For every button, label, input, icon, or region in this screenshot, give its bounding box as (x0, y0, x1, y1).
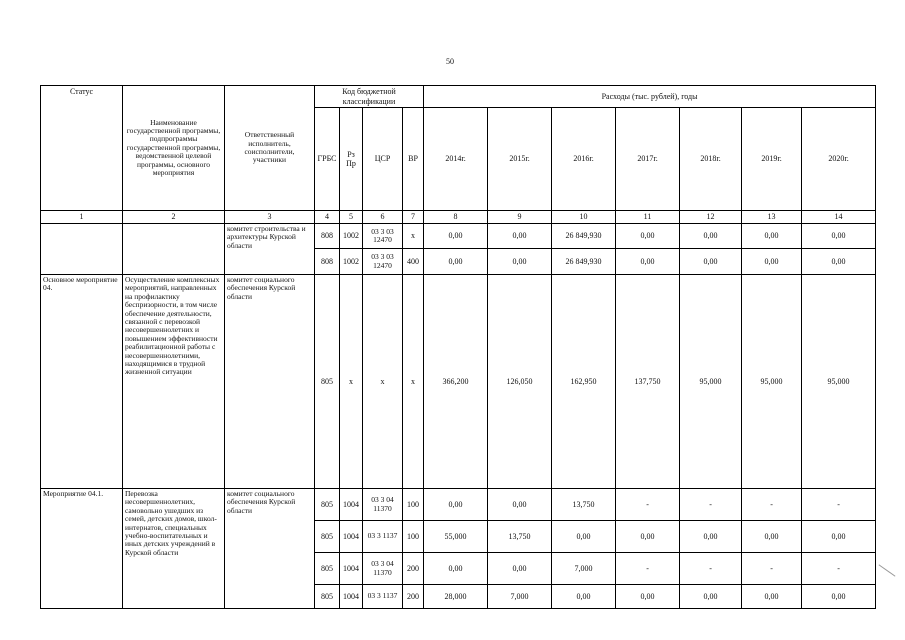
csr-cell: 03 3 04 11370 (363, 553, 403, 585)
column-number: 8 (424, 211, 488, 224)
vr-cell: 100 (403, 489, 424, 521)
rzpr-cell: 1004 (340, 585, 363, 609)
value-cell: 0,00 (680, 585, 742, 609)
header-year-2014: 2014г. (424, 108, 488, 211)
column-number: 7 (403, 211, 424, 224)
value-cell: 0,00 (742, 224, 802, 249)
column-number: 2 (123, 211, 225, 224)
header-code-group: Код бюджетной классификации (315, 86, 424, 108)
value-cell: 95,000 (742, 275, 802, 489)
value-cell: 7,000 (552, 553, 616, 585)
header-year-2017: 2017г. (616, 108, 680, 211)
header-rzpr: Рз Пр (340, 108, 363, 211)
value-cell: 26 849,930 (552, 249, 616, 275)
header-vr: ВР (403, 108, 424, 211)
value-cell: 137,750 (616, 275, 680, 489)
header-grbs: ГРБС (315, 108, 340, 211)
value-cell: 0,00 (488, 224, 552, 249)
grbs-cell: 805 (315, 553, 340, 585)
value-cell: 13,750 (552, 489, 616, 521)
value-cell: - (742, 553, 802, 585)
grbs-cell: 808 (315, 224, 340, 249)
status-cell (41, 224, 123, 275)
header-year-2019: 2019г. (742, 108, 802, 211)
header-executor: Ответственный исполнитель, соисполнители, участники (225, 86, 315, 211)
value-cell: 0,00 (616, 224, 680, 249)
column-number: 3 (225, 211, 315, 224)
value-cell: 0,00 (424, 489, 488, 521)
grbs-cell: 808 (315, 249, 340, 275)
column-number: 1 (41, 211, 123, 224)
value-cell: 0,00 (424, 224, 488, 249)
value-cell: 0,00 (680, 224, 742, 249)
rzpr-cell: х (340, 275, 363, 489)
column-number: 4 (315, 211, 340, 224)
rzpr-cell: 1004 (340, 553, 363, 585)
value-cell: 0,00 (616, 585, 680, 609)
value-cell: 95,000 (680, 275, 742, 489)
header-name: Наименование государственной программы, подпрограммы государственной программы, ведомственной целевой программы, основного мероприятия (123, 86, 225, 211)
name-cell (123, 224, 225, 275)
value-cell: 0,00 (552, 521, 616, 553)
csr-cell: х (363, 275, 403, 489)
vr-cell: 200 (403, 585, 424, 609)
column-number: 14 (802, 211, 876, 224)
value-cell: 26 849,930 (552, 224, 616, 249)
value-cell: 7,000 (488, 585, 552, 609)
rzpr-cell: 1004 (340, 521, 363, 553)
value-cell: 0,00 (552, 585, 616, 609)
status-cell: Мероприятие 04.1. (41, 489, 123, 609)
vr-cell: х (403, 224, 424, 249)
vr-cell: 100 (403, 521, 424, 553)
page-number: 50 (446, 57, 454, 66)
value-cell: 0,00 (742, 521, 802, 553)
scan-mark (879, 564, 896, 576)
column-number: 9 (488, 211, 552, 224)
csr-cell: 03 3 1137 (363, 585, 403, 609)
header-year-2016: 2016г. (552, 108, 616, 211)
value-cell: 0,00 (680, 521, 742, 553)
header-expenses-group: Расходы (тыс. рублей), годы (424, 86, 876, 108)
grbs-cell: 805 (315, 585, 340, 609)
value-cell: - (802, 489, 876, 521)
value-cell: 0,00 (680, 249, 742, 275)
value-cell: - (680, 489, 742, 521)
value-cell: 0,00 (488, 489, 552, 521)
value-cell: 162,950 (552, 275, 616, 489)
header-row-1 (41, 86, 876, 108)
column-number: 10 (552, 211, 616, 224)
value-cell: 55,000 (424, 521, 488, 553)
value-cell: 0,00 (742, 585, 802, 609)
value-cell: 95,000 (802, 275, 876, 489)
column-number: 12 (680, 211, 742, 224)
vr-cell: 400 (403, 249, 424, 275)
value-cell: - (802, 553, 876, 585)
value-cell: 13,750 (488, 521, 552, 553)
value-cell: 0,00 (742, 249, 802, 275)
column-number: 6 (363, 211, 403, 224)
executor-cell: комитет социального обеспечения Курской области (225, 489, 315, 609)
value-cell: 0,00 (802, 521, 876, 553)
column-number: 13 (742, 211, 802, 224)
value-cell: 0,00 (616, 249, 680, 275)
grbs-cell: 805 (315, 275, 340, 489)
value-cell: 366,200 (424, 275, 488, 489)
column-number: 5 (340, 211, 363, 224)
rzpr-cell: 1002 (340, 224, 363, 249)
value-cell: - (680, 553, 742, 585)
header-year-2018: 2018г. (680, 108, 742, 211)
grbs-cell: 805 (315, 521, 340, 553)
value-cell: 0,00 (488, 249, 552, 275)
value-cell: 28,000 (424, 585, 488, 609)
value-cell: 0,00 (424, 553, 488, 585)
executor-cell: комитет социального обеспечения Курской области (225, 275, 315, 489)
header-year-2020: 2020г. (802, 108, 876, 211)
csr-cell: 03 3 1137 (363, 521, 403, 553)
value-cell: 0,00 (802, 224, 876, 249)
value-cell: - (742, 489, 802, 521)
table-row (41, 275, 876, 489)
value-cell: 0,00 (802, 585, 876, 609)
value-cell: 126,050 (488, 275, 552, 489)
budget-table (40, 85, 876, 609)
csr-cell: 03 3 03 12470 (363, 249, 403, 275)
status-cell: Основное мероприятие 04. (41, 275, 123, 489)
header-year-2015: 2015г. (488, 108, 552, 211)
executor-cell: комитет строительства и архитектуры Курской области (225, 224, 315, 275)
rzpr-cell: 1002 (340, 249, 363, 275)
header-csr: ЦСР (363, 108, 403, 211)
vr-cell: х (403, 275, 424, 489)
value-cell: - (616, 553, 680, 585)
value-cell: 0,00 (488, 553, 552, 585)
value-cell: - (616, 489, 680, 521)
table-row (41, 489, 876, 521)
column-number-row (41, 211, 876, 224)
column-number: 11 (616, 211, 680, 224)
grbs-cell: 805 (315, 489, 340, 521)
csr-cell: 03 3 04 11370 (363, 489, 403, 521)
name-cell: Перевозка несовершеннолетних, самовольно ушедших из семей, детских домов, школ-интернатов, специальных учебно-воспитательных и иных детских учреждений в Курской области (123, 489, 225, 609)
table-row (41, 224, 876, 249)
value-cell: 0,00 (802, 249, 876, 275)
name-cell: Осуществление комплексных мероприятий, направленных на профилактику беспризорности, в том числе обеспечение деятельности, связанной с перевозкой несовершеннолетних и повышением эффективности реабилитационной работы с несовершеннолетними, находящимися в трудной жизненной ситуации (123, 275, 225, 489)
csr-cell: 03 3 03 12470 (363, 224, 403, 249)
rzpr-cell: 1004 (340, 489, 363, 521)
value-cell: 0,00 (424, 249, 488, 275)
header-status: Статус (41, 86, 123, 211)
vr-cell: 200 (403, 553, 424, 585)
value-cell: 0,00 (616, 521, 680, 553)
